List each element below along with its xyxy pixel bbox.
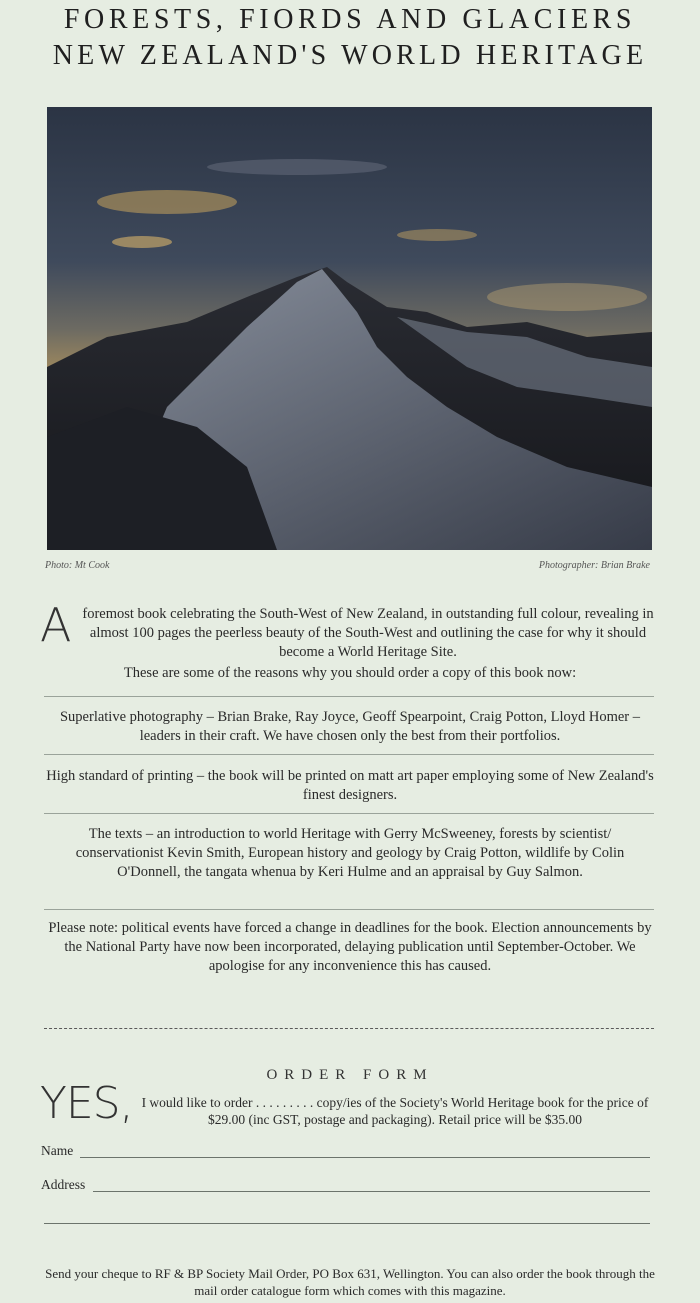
address-label: Address: [41, 1177, 86, 1192]
title-line-2: NEW ZEALAND'S WORLD HERITAGE: [52, 40, 648, 71]
cut-line: [44, 1028, 654, 1029]
photographer-credit: Photographer: Brian Brake: [538, 560, 650, 571]
order-text: I would like to order . . . . . . . . . copy/ies of the Society's World Heritage book for the price of $29.00 (inc GST, postage and packaging). Retail price will be $35.00: [141, 1095, 649, 1127]
yes-heading: YES,: [40, 1078, 133, 1129]
reason-photography: Superlative photography – Brian Brake, Ray Joyce, Geoff Spearpoint, Craig Potton, Lloyd Homer – leaders in their craft. We have chosen only the best from their portfolios.: [59, 709, 641, 744]
intro-subtext: These are some of the reasons why you should order a copy of this book now:: [123, 665, 577, 681]
address-field-line-2[interactable]: [44, 1223, 650, 1224]
divider: [44, 696, 654, 697]
divider: [44, 754, 654, 755]
photo-caption: Photo: Mt Cook: [45, 560, 110, 571]
reason-printing: High standard of printing – the book will be printed on matt art paper employing some of New Zealand's finest designers.: [46, 768, 654, 803]
name-label: Name: [41, 1143, 74, 1158]
reason-texts: The texts – an introduction to world Heritage with Gerry McSweeney, forests by scientist/ conservationist Kevin Smith, European history and geology by Craig Potton, wildlife by Colin O'Donnell, the tangata whenua by Keri Hulme and an appraisal by Guy Salmon.: [75, 826, 625, 880]
intro-text: foremost book celebrating the South-West of New Zealand, in outstanding full colour, revealing in almost 100 pages the peerless beauty of the South-West and outlining the case for why it should become a World Heritage Site.: [82, 606, 654, 660]
footer-text: Send your cheque to RF & BP Society Mail Order, PO Box 631, Wellington. You can also order the book through the mail order catalogue form which comes with this magazine.: [45, 1266, 655, 1298]
divider: [44, 813, 654, 814]
order-form-title: ORDER FORM: [266, 1067, 434, 1083]
name-field[interactable]: [80, 1157, 650, 1158]
divider: [44, 909, 654, 910]
deadline-note: Please note: political events have forced a change in deadlines for the book. Election announcements by the National Party have now been incorporated, delaying publication until September-October. We apologise for any inconvenience this has caused.: [48, 920, 652, 974]
mt-cook-photo: [47, 107, 652, 550]
address-field[interactable]: [93, 1191, 650, 1192]
intro-section: [40, 598, 660, 683]
drop-cap: A: [40, 598, 72, 652]
title-line-1: FORESTS, FIORDS AND GLACIERS: [63, 4, 637, 35]
